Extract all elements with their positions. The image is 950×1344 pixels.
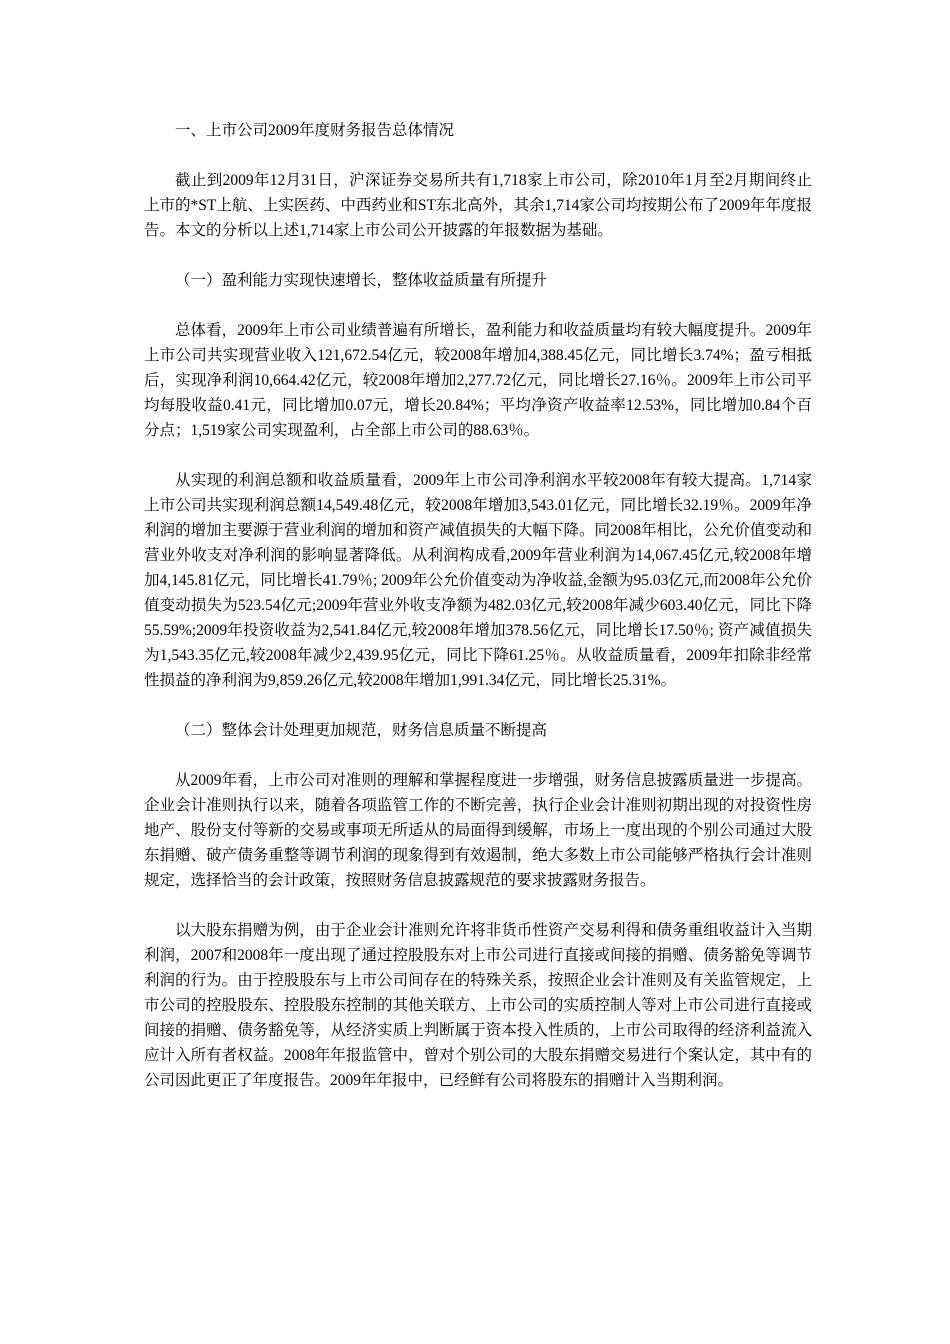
subsection-heading-profitability: （一）盈利能力实现快速增长，整体收益质量有所提升 xyxy=(175,272,548,289)
paragraph-overview: 截止到2009年12月31日，沪深证券交易所共有1,718家上市公司，除2010年1月至2月期间终止上市的*ST上航、上实医药、中西药业和ST东北高外，其余1,714家公司均按期公布了2009年年度报告。本文的分析以上述1,714家上市公司公开披露的年报数据为基础。 xyxy=(144,172,812,239)
subsection-heading-accounting: （二）整体会计处理更加规范，财务信息质量不断提高 xyxy=(175,722,548,739)
paragraph-accounting-quality: 从2009年看，上市公司对准则的理解和掌握程度进一步增强，财务信息披露质量进一步提高。企业会计准则执行以来，随着各项监管工作的不断完善，执行企业会计准则初期出现的对投资性房地产、股份支付等新的交易或事项无所适从的局面得到缓解，市场上一度出现的个别公司通过大股东捐赠、破产债务重整等调节利润的现象得到有效遏制，绝大多数上市公司能够严格执行会计准则规定，选择恰当的会计政策，按照财务信息披露规范的要求披露财务报告。 xyxy=(144,772,812,889)
section-heading: 一、上市公司2009年度财务报告总体情况 xyxy=(175,122,455,139)
document-page xyxy=(144,118,812,1118)
paragraph-profitability-overall: 总体看，2009年上市公司业绩普遍有所增长，盈利能力和收益质量均有较大幅度提升。2009年上市公司共实现营业收入121,672.54亿元，较2008年增加4,388.45亿元，同比增长3.74%；盈亏相抵后，实现净利润10,664.42亿元，较2008年增加2,277.72亿元，同比增长27.16％。2009年上市公司平均每股收益0.41元，同比增加0.07元，增长20.84%；平均净资产收益率12.53%，同比增加0.84个百分点；1,519家公司实现盈利，占全部上市公司的88.63％。 xyxy=(144,322,812,439)
paragraph-profit-quality: 从实现的利润总额和收益质量看，2009年上市公司净利润水平较2008年有较大提高。1,714家上市公司共实现利润总额14,549.48亿元，较2008年增加3,543.01亿元，同比增长32.19％。2009年净利润的增加主要源于营业利润的增加和资产减值损失的大幅下降。同2008年相比，公允价值变动和营业外收支对净利润的影响显著降低。从利润构成看,2009年营业利润为14,067.45亿元,较2008年增加4,145.81亿元，同比增长41.79％; 2009年公允价值变动为净收益,金额为95.03亿元,而2008年公允价值变动损失为523.54亿元;2009年营业外收支净额为482.03亿元,较2008年减少603.40亿元，同比下降55.59%;2009年投资收益为2,541.84亿元,较2008年增加378.56亿元，同比增长17.50％; 资产减值损失为1,543.35亿元,较2008年减少2,439.95亿元，同比下降61.25％。从收益质量看，2009年扣除非经常性损益的净利润为9,859.26亿元,较2008年增加1,991.34亿元，同比增长25.31%。 xyxy=(144,472,812,689)
paragraph-shareholder-donation: 以大股东捐赠为例，由于企业会计准则允许将非货币性资产交易利得和债务重组收益计入当期利润，2007和2008年一度出现了通过控股股东对上市公司进行直接或间接的捐赠、债务豁免等调节利润的行为。由于控股股东与上市公司间存在的特殊关系，按照企业会计准则及有关监管规定，上市公司的控股股东、控股股东控制的其他关联方、上市公司的实质控制人等对上市公司进行直接或间接的捐赠、债务豁免等，从经济实质上判断属于资本投入性质的，上市公司取得的经济利益流入应计入所有者权益。2008年年报监管中，曾对个别公司的大股东捐赠交易进行个案认定，其中有的公司因此更正了年度报告。2009年年报中，已经鲜有公司将股东的捐赠计入当期利润。 xyxy=(144,922,812,1089)
